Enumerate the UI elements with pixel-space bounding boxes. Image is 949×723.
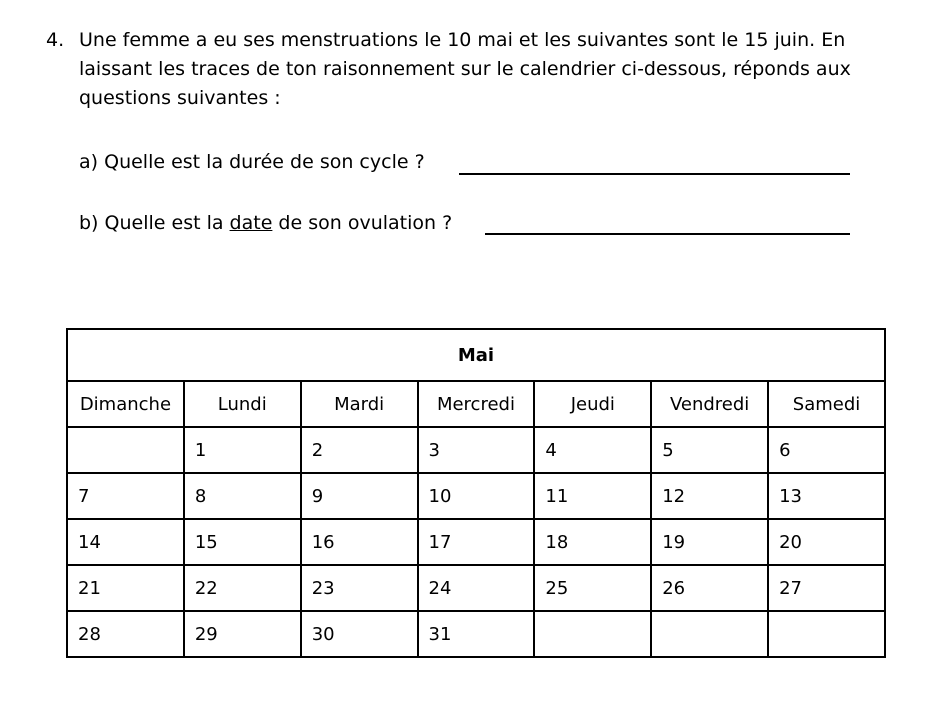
day-header-lundi: Lundi: [184, 381, 301, 427]
calendar-week-row: [67, 611, 885, 657]
calendar-week-row: [67, 473, 885, 519]
calendar-date-cell: 4: [534, 427, 651, 473]
calendar-date-cell: 17: [418, 519, 535, 565]
calendar-date-cell: 21: [67, 565, 184, 611]
calendar-date-cell: 5: [651, 427, 768, 473]
day-header-samedi: Samedi: [768, 381, 885, 427]
calendar-date-cell: 22: [184, 565, 301, 611]
calendar-week-row: [67, 565, 885, 611]
question-number: 4.: [46, 29, 65, 51]
calendar-date-cell: 19: [651, 519, 768, 565]
calendar-date-cell: 26: [651, 565, 768, 611]
calendar-date-cell: 7: [67, 473, 184, 519]
calendar-date-cell: 1: [184, 427, 301, 473]
question-text: Une femme a eu ses menstruations le 10 mai et les suivantes sont le 15 juin. En laissant les traces de ton raisonnement sur le calendrier ci-dessous, réponds aux questions suivantes :: [79, 29, 851, 109]
sub-question-a-text: Quelle est la durée de son cycle ?: [104, 151, 425, 173]
calendar-date-cell: 13: [768, 473, 885, 519]
calendar-date-cell: 30: [301, 611, 418, 657]
calendar-date-cell: 23: [301, 565, 418, 611]
calendar-date-cell: 6: [768, 427, 885, 473]
calendar-date-cell: 14: [67, 519, 184, 565]
calendar-date-cell: 24: [418, 565, 535, 611]
calendar-date-cell: [651, 611, 768, 657]
calendar-week-row: [67, 519, 885, 565]
calendar-date-cell: 8: [184, 473, 301, 519]
calendar-date-cell: 3: [418, 427, 535, 473]
day-header-dimanche: Dimanche: [67, 381, 184, 427]
day-header-vendredi: Vendredi: [651, 381, 768, 427]
sub-question-b-text-after: de son ovulation ?: [272, 212, 453, 234]
calendar-date-cell: [768, 611, 885, 657]
day-header-jeudi: Jeudi: [534, 381, 651, 427]
calendar-date-cell: 9: [301, 473, 418, 519]
calendar-date-cell: 2: [301, 427, 418, 473]
calendar-date-cell: 31: [418, 611, 535, 657]
sub-question-b-underlined: date: [229, 212, 273, 234]
sub-question-a-label: a): [79, 151, 99, 173]
calendar-day-header-row: [67, 381, 885, 427]
calendar-date-cell: 11: [534, 473, 651, 519]
calendar-month-row: [67, 329, 885, 381]
calendar-date-cell: [67, 427, 184, 473]
answer-line-a[interactable]: [459, 173, 850, 175]
calendar-date-cell: 27: [768, 565, 885, 611]
day-header-mardi: Mardi: [301, 381, 418, 427]
sub-question-b-label: b): [79, 212, 99, 234]
calendar-date-cell: 18: [534, 519, 651, 565]
calendar-table: [66, 328, 886, 658]
sub-question-b-text-before: Quelle est la: [104, 212, 230, 234]
calendar-week-row: [67, 427, 885, 473]
calendar-date-cell: 16: [301, 519, 418, 565]
calendar-date-cell: 20: [768, 519, 885, 565]
calendar-date-cell: 28: [67, 611, 184, 657]
calendar-date-cell: 12: [651, 473, 768, 519]
day-header-mercredi: Mercredi: [418, 381, 535, 427]
sub-question-b: [79, 209, 452, 238]
calendar-date-cell: 15: [184, 519, 301, 565]
calendar-date-cell: 29: [184, 611, 301, 657]
question-block: [46, 26, 926, 113]
sub-question-a: [79, 148, 425, 177]
calendar-date-cell: [534, 611, 651, 657]
calendar-date-cell: 10: [418, 473, 535, 519]
answer-line-b[interactable]: [485, 233, 850, 235]
calendar-date-cell: 25: [534, 565, 651, 611]
calendar-month-title: Mai: [67, 329, 885, 381]
